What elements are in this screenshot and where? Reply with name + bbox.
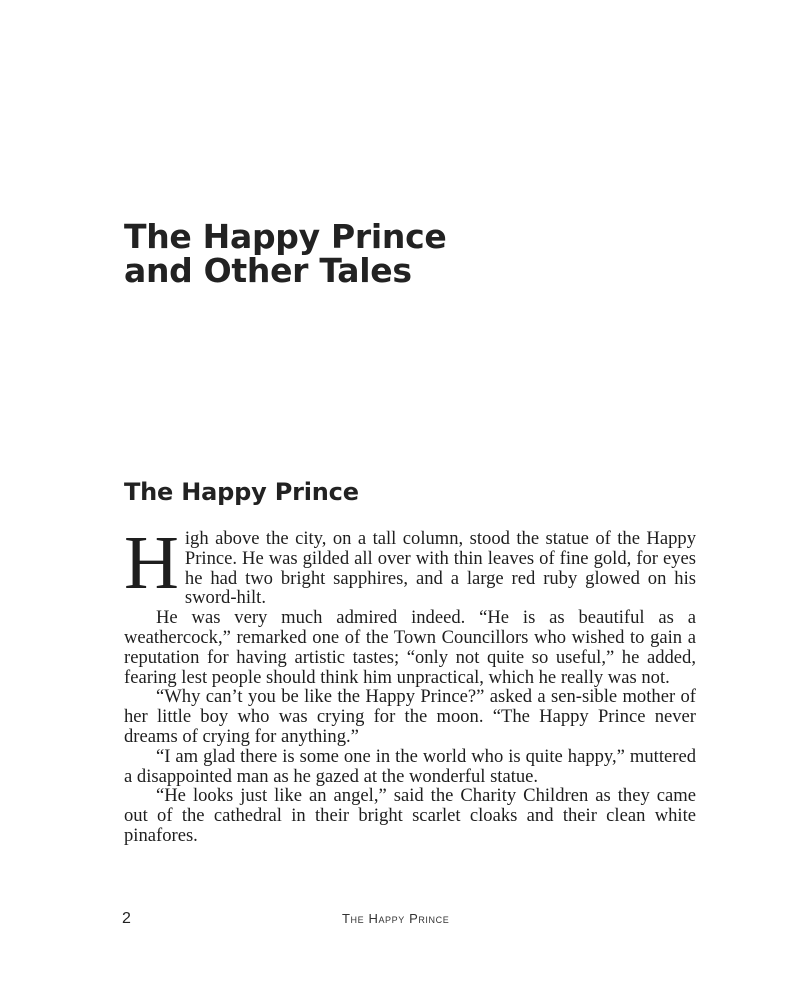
- drop-cap: H: [124, 521, 179, 605]
- paragraph-4: “I am glad there is some one in the world who is quite happy,” muttered a disappointed man as he gazed at the wonderful statue.: [124, 745, 696, 787]
- running-head: The Happy Prince: [342, 911, 450, 926]
- book-title-line-1: The Happy Prince: [124, 217, 447, 256]
- page-number: 2: [122, 910, 131, 927]
- paragraph-1: [124, 521, 696, 609]
- chapter-title: The Happy Prince: [124, 478, 359, 506]
- paragraph-2: He was very much admired indeed. “He is as beautiful as a weathercock,” remarked one of the Town Councillors who wished to gain a reputation for having artistic tastes; “only not quite so useful,” he added, fearing lest people should think him unpractical, which he really was not.: [124, 607, 696, 688]
- chapter-body: [124, 521, 696, 846]
- paragraph-5: “He looks just like an angel,” said the Charity Children as they came out of the cathedral in their bright scarlet cloaks and their clean white pinafores.: [124, 785, 696, 846]
- book-title: [124, 217, 447, 290]
- book-title-line-2: and Other Tales: [124, 251, 412, 290]
- paragraph-3: “Why can’t you be like the Happy Prince?” asked a sen-sible mother of her little boy who was crying for the moon. “The Happy Prince never dreams of crying for anything.”: [124, 686, 696, 747]
- paragraph-1-text: igh above the city, on a tall column, stood the statue of the Happy Prince. He was gilded all over with thin leaves of fine gold, for eyes he had two bright sapphires, and a large red ruby glowed on his sword-hilt.: [184, 528, 696, 609]
